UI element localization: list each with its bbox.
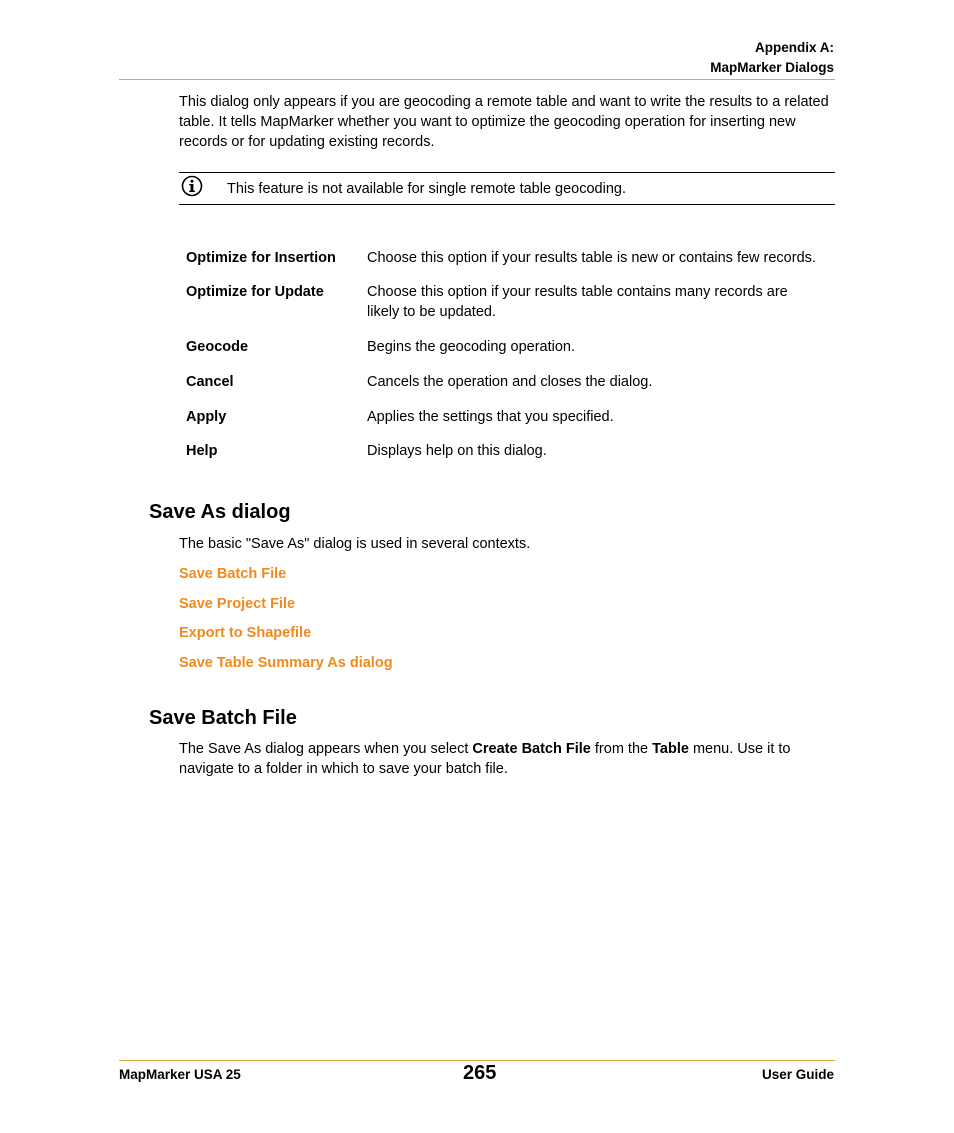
link-export-to-shapefile[interactable]: Export to Shapefile xyxy=(179,625,312,641)
header-rule xyxy=(119,79,835,80)
footer-guide: User Guide xyxy=(761,1067,834,1082)
page-number: 265 xyxy=(463,1062,497,1084)
info-icon xyxy=(181,175,203,197)
note-top-rule xyxy=(179,172,835,173)
desc-geocode: Begins the geocoding operation. xyxy=(367,339,575,355)
desc-cancel: Cancels the operation and closes the dialog. xyxy=(367,374,653,390)
header-appendix: Appendix A: xyxy=(755,40,834,55)
running-header xyxy=(710,38,834,78)
link-save-project-file[interactable]: Save Project File xyxy=(179,596,296,612)
term-apply: Apply xyxy=(186,409,227,425)
menu-name-table: Table xyxy=(652,741,689,757)
desc-help: Displays help on this dialog. xyxy=(367,443,547,459)
save-as-description: The basic "Save As" dialog is used in several contexts. xyxy=(179,536,531,552)
menu-item-create-batch-file: Create Batch File xyxy=(472,741,591,757)
footer-product: MapMarker USA 25 xyxy=(119,1067,241,1082)
term-optimize-insertion: Optimize for Insertion xyxy=(186,250,336,266)
term-help: Help xyxy=(186,443,218,459)
term-geocode: Geocode xyxy=(186,339,249,355)
save-batch-paragraph xyxy=(179,739,829,779)
save-batch-text-a: The Save As dialog appears when you select xyxy=(179,741,473,757)
heading-save-as-dialog: Save As dialog xyxy=(149,501,291,523)
save-batch-text-c: menu. Use it to navigate to a folder in which to save your batch file. xyxy=(179,741,791,777)
term-cancel: Cancel xyxy=(186,374,234,390)
desc-optimize-insertion: Choose this option if your results table is new or contains few records. xyxy=(367,250,816,266)
note-text: This feature is not available for single remote table geocoding. xyxy=(227,181,626,197)
term-optimize-update: Optimize for Update xyxy=(186,284,324,300)
note-bottom-rule xyxy=(179,204,835,205)
header-section: MapMarker Dialogs xyxy=(710,60,834,75)
intro-paragraph: This dialog only appears if you are geocoding a remote table and want to write the results to a related table. It tells MapMarker whether you want to optimize the geocoding operation for inserting new records or for updating existing records. xyxy=(179,94,829,150)
save-batch-text-b: from the xyxy=(590,741,653,757)
heading-save-batch-file: Save Batch File xyxy=(149,707,297,729)
link-save-table-summary-as[interactable]: Save Table Summary As dialog xyxy=(179,655,393,671)
desc-apply: Applies the settings that you specified. xyxy=(367,409,614,425)
desc-optimize-update: Choose this option if your results table contains many records are likely to be updated. xyxy=(367,284,788,320)
link-save-batch-file[interactable]: Save Batch File xyxy=(179,566,287,582)
